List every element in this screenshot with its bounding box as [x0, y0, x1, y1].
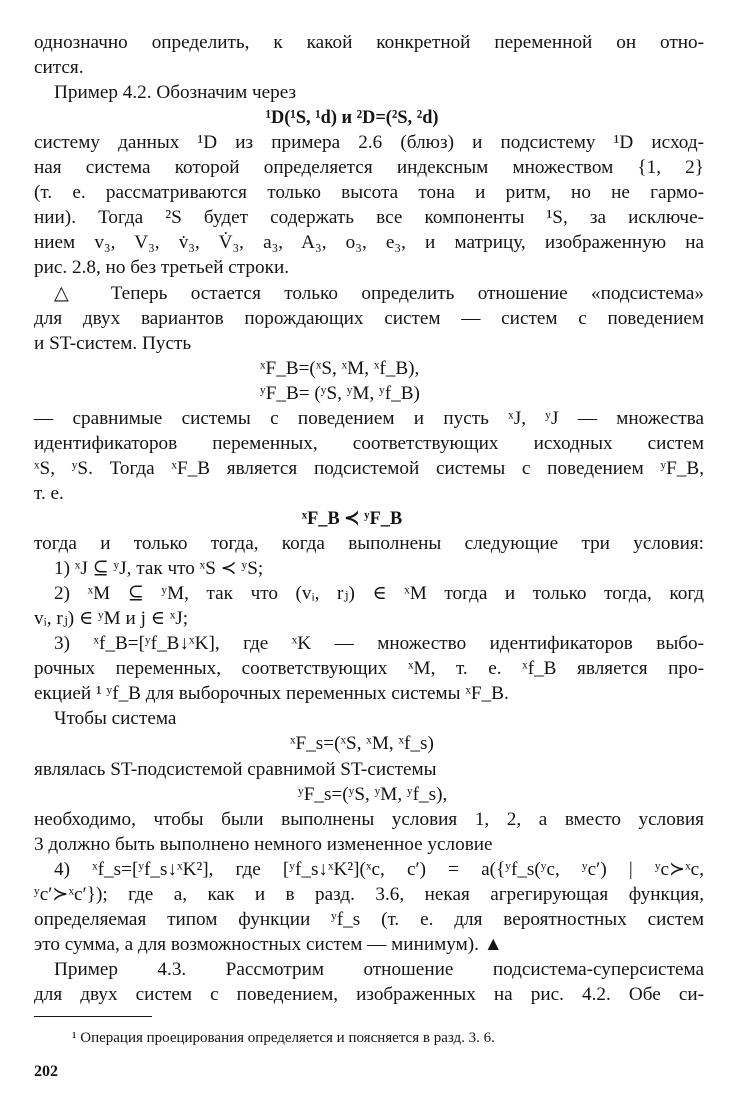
text-line: нием v₃, V₃, v̇₃, V̇₃, a₃, A₃, o₃, e₃, и матрицу, изображенную на — [34, 232, 704, 253]
condition-4: 4) ˣf_s=[ʸf_s↓ˣK²], где [ʸf_s↓ˣK²](ˣc, c′) = a({ʸf_s(ʸc, ʸc′) | ʸc≻ˣc, — [54, 859, 704, 880]
condition-1: 1) ˣJ ⊆ ʸJ, так что ˣS ≺ ʸS; — [54, 558, 264, 579]
text-line: однозначно определить, к какой конкретной переменной он отно- — [34, 32, 704, 53]
text-line: нии). Тогда ²S будет содержать все компоненты ¹S, за исключе- — [34, 207, 704, 228]
text-line: екцией ¹ ʸf_B для выборочных переменных системы ˣF_B. — [34, 683, 509, 704]
text-line: ˣS, ʸS. Тогда ˣF_B является подсистемой системы с поведением ʸF_B, — [34, 458, 704, 479]
example-heading: Пример 4.3. Рассмотрим отношение подсистема-суперсистема — [54, 959, 704, 980]
text-line: необходимо, чтобы были выполнены условия 1, 2, а вместо условия — [34, 809, 704, 830]
text-line: vᵢ, rⱼ) ∈ ʸM и j ∈ ˣJ; — [34, 608, 189, 629]
text-line: это сумма, а для возможностных систем — минимум). ▲ — [34, 934, 503, 955]
text-line: систему данных ¹D из примера 2.6 (блюз) и подсистему ¹D исход- — [34, 132, 704, 153]
formula: ʸF_B= (ʸS, ʸM, ʸf_B) — [260, 383, 420, 404]
text-line: идентификаторов переменных, соответствующих исходных систем — [34, 433, 704, 454]
condition-2: 2) ˣM ⊆ ʸM, так что (vᵢ, rⱼ) ∈ ˣM тогда и только тогда, когд — [54, 583, 704, 604]
text-line: — сравнимые системы с поведением и пусть ˣJ, ʸJ — множества — [34, 408, 704, 429]
text-line: (т. е. рассматриваются только высота тона и ритм, но не гармо- — [34, 182, 704, 203]
formula: ¹D(¹S, ¹d) и ²D=(²S, ²d) — [265, 107, 439, 128]
text-line: ная система которой определяется индексным множеством {1, 2} — [34, 157, 704, 178]
text-line: являлась ST-подсистемой сравнимой ST-системы — [34, 759, 437, 780]
condition-3: 3) ˣf_B=[ʸf_B↓ˣK], где ˣK — множество идентификаторов выбо- — [54, 633, 704, 654]
text-line: для двух систем с поведением, изображенных на рис. 4.2. Обе си- — [34, 984, 704, 1005]
text-line: рочных переменных, соответствующих ˣM, т. е. ˣf_B является про- — [34, 658, 704, 679]
text-line: для двух вариантов порождающих систем — систем с поведением — [34, 308, 704, 329]
text-line: определяемая типом функции ʸf_s (т. е. для вероятностных систем — [34, 909, 704, 930]
example-heading: Пример 4.2. Обозначим через — [54, 82, 297, 103]
text-line: тогда и только тогда, когда выполнены следующие три условия: — [34, 533, 704, 554]
text-line: Чтобы система — [54, 708, 177, 729]
text-line: ʸc′≻ˣc′}); где a, как и в разд. 3.6, некая агрегирующая функция, — [34, 884, 704, 905]
formula: ˣF_B ≺ ʸF_B — [301, 508, 403, 529]
text-line: т. е. — [34, 483, 64, 504]
formula: ʸF_s=(ʸS, ʸM, ʸf_s), — [298, 784, 448, 805]
text-line: 3 должно быть выполнено немного измененное условие — [34, 834, 493, 855]
page-number: 202 — [34, 1063, 58, 1080]
text-line: △ Теперь остается только определить отношение «подсистема» — [54, 283, 704, 304]
footnote-separator — [34, 1016, 152, 1017]
formula: ˣF_s=(ˣS, ˣM, ˣf_s) — [290, 733, 434, 754]
text-line: и ST-систем. Пусть — [34, 333, 192, 354]
text-line: рис. 2.8, но без третьей строки. — [34, 257, 290, 278]
text-line: сится. — [34, 57, 84, 78]
footnote: ¹ Операция проецирования определяется и поясняется в разд. 3. 6. — [72, 1030, 495, 1046]
formula: ˣF_B=(ˣS, ˣM, ˣf_B), — [260, 358, 420, 379]
